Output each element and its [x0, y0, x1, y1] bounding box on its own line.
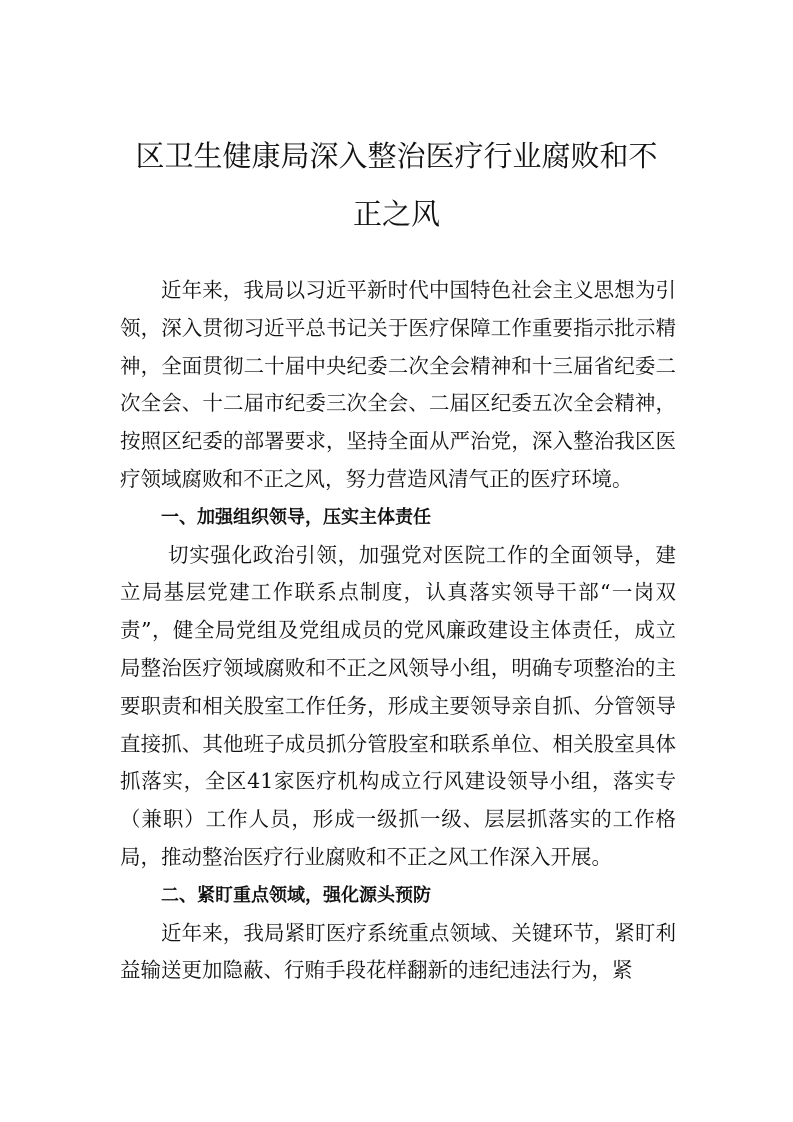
section-1-heading: 一、加强组织领导，压实主体责任 [161, 506, 431, 528]
intro-paragraph: 近年来，我局以习近平新时代中国特色社会主义思想为引领，深入贯彻习近平总书记关于医疗保障工作重要指示批示精神，全面贯彻二十届中央纪委二次全会精神和十三届省纪委二次全会、十二届市纪委三次全会、二届区纪委五次全会精神，按照区纪委的部署要求，坚持全面从严治党，深入整治我区医疗领域腐败和不正之风，努力营造风清气正的医疗环境。 [120, 278, 676, 491]
section-1-paragraph: 切实强化政治引领，加强党对医院工作的全面领导，建立局基层党建工作联系点制度，认真落实领导干部“一岗双责”，健全局党组及党组成员的党风廉政建设主体责任，成立局整治医疗领域腐败和不正之风领导小组，明确专项整治的主要职责和相关股室工作任务，形成主要领导亲自抓、分管领导直接抓、其他班子成员抓分管股室和联系单位、相关股室具体抓落实，全区41家医疗机构成立行风建设领导小组，落实专（兼职）工作人员，形成一级抓一级、层层抓落实的工作格局，推动整治医疗行业腐败和不正之风工作深入开展。 [120, 542, 676, 869]
document-body [120, 272, 676, 990]
section-2-heading: 二、紧盯重点领域，强化源头预防 [161, 884, 431, 906]
document-title-line-2: 正之风 [352, 197, 440, 231]
section-2-paragraph: 近年来，我局紧盯医疗系统重点领域、关键环节，紧盯利益输送更加隐蔽、行贿手段花样翻新的违纪违法行为，紧 [120, 920, 676, 983]
document-title-line-1: 区卫生健康局深入整治医疗行业腐败和不 [135, 139, 658, 173]
